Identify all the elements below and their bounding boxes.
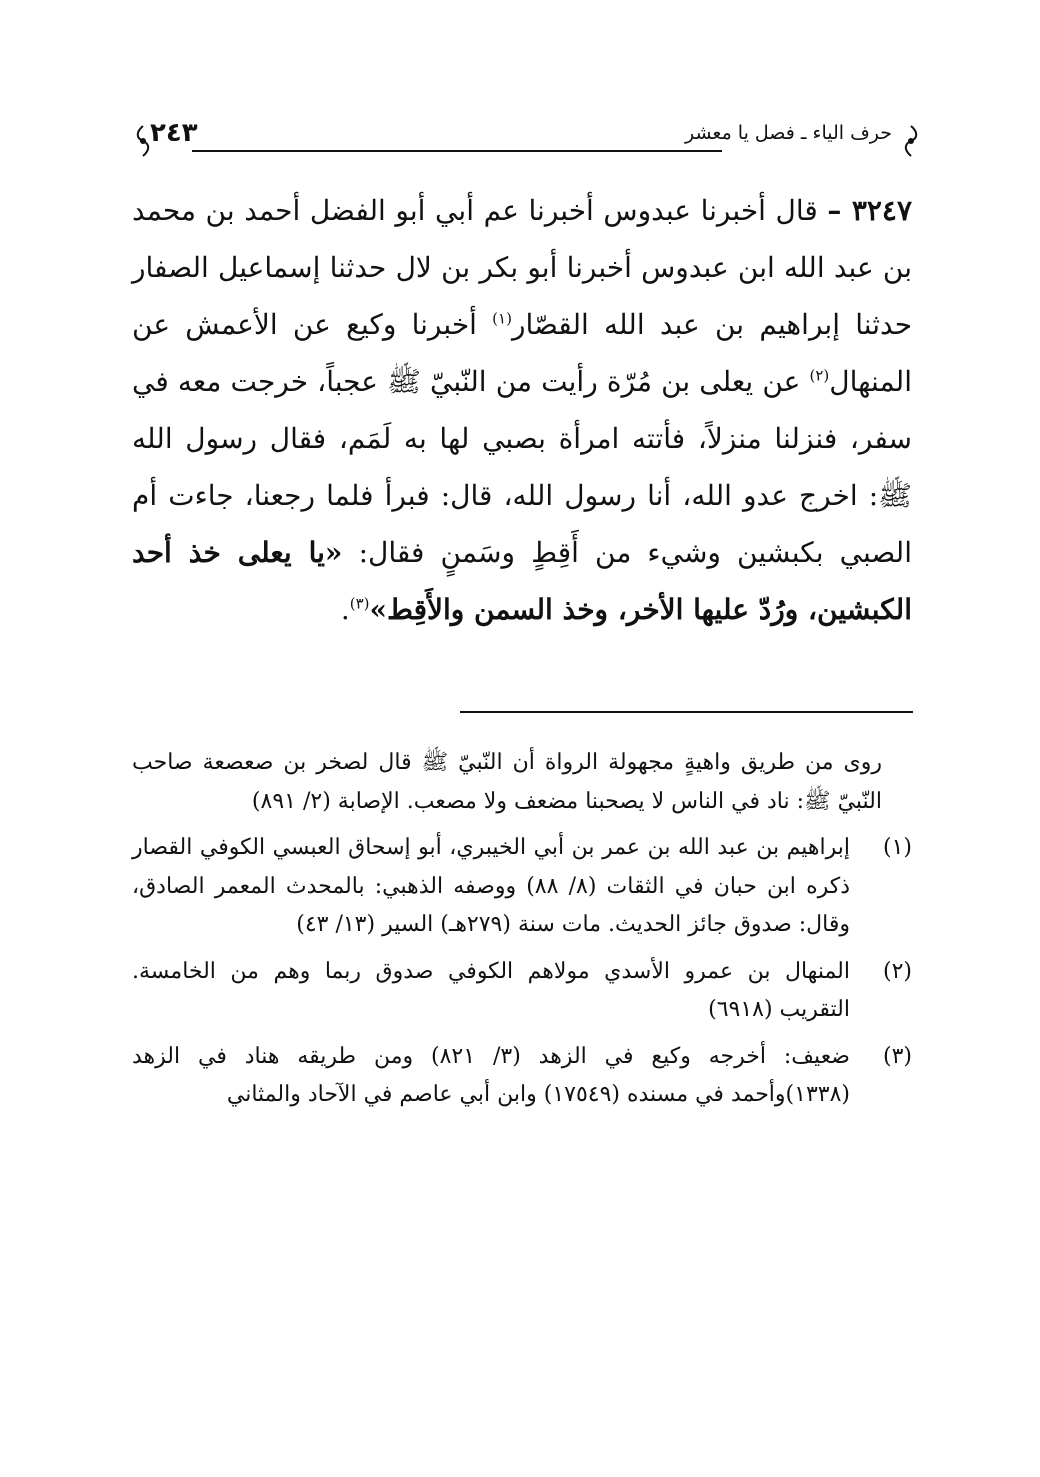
entry-number: ٣٢٤٧ – xyxy=(827,194,912,227)
header-rule xyxy=(192,150,722,152)
footnote-ref-2[interactable]: (٢) xyxy=(809,366,830,385)
footnote-separator xyxy=(460,711,913,713)
header-title: حرف الياء ـ فصل يا معشر xyxy=(684,122,892,144)
footnote-mark: (٢) xyxy=(882,958,912,984)
footnotes xyxy=(132,744,912,1115)
footnote-text: إبراهيم بن عبد الله بن عمر بن أبي الخيبري، أبو إسحاق العبسي الكوفي القصار ذكره ابن حبان في الثقات (٨/ ٨٨) ووصفه الذهبي: بالمحدث المعمر الصادق، وقال: صدوق جائز الحديث. مات سنة (٢٧٩هـ) السير (١٣/ ٤٣) xyxy=(132,835,851,937)
footnote-3 xyxy=(132,1038,912,1115)
footnote-ref-1[interactable]: (١) xyxy=(492,309,512,328)
text-end: . xyxy=(340,593,350,626)
page-number: ٢٤٣ xyxy=(150,118,198,148)
footnote-text: المنهال بن عمرو الأسدي مولاهم الكوفي صدوق ربما وهم من الخامسة. التقريب (٦٩١٨) xyxy=(132,958,850,1022)
running-header xyxy=(132,118,922,162)
footnote-2 xyxy=(132,953,912,1030)
footnote-mark: (٣) xyxy=(882,1043,912,1069)
prophetic-quote: «يا يعلى خذ أحد الكبشين، ورُدّ عليها الأخر، وخذ السمن والأَقِط» xyxy=(132,536,912,626)
text-part-1: قال أخبرنا عبدوس أخبرنا عم أبي أبو الفضل أحمد بن محمد بن عبد الله ابن عبدوس أخبرنا أبو بكر بن لال حدثنا إسماعيل الصفار حدثنا إبراهيم بن عبد الله القصّار xyxy=(132,194,913,341)
footnote-mark: (١) xyxy=(882,835,912,860)
text-part-3: عن يعلى بن مُرّة رأيت من النّبيّ ﷺ عجباً، خرجت معه في سفر، فنزلنا منزلاً، فأتته امرأة بصبي لها به لَمَم، فقال رسول الله ﷺ: اخرج عدو الله، أنا رسول الله، قال: فبرأ فلما رجعنا، جاءت أم الصبي بكبشين وشيء من أَقِطٍ وسَمنٍ فقال: xyxy=(132,365,912,569)
footnote-text: ضعيف: أخرجه وكيع في الزهد (٣/ ٨٢١) ومن طريقه هناد في الزهد (١٣٣٨)وأحمد في مسنده (١٧٥٤٩) وابن أبي عاصم في الآحاد والمثاني xyxy=(132,1043,850,1107)
main-text xyxy=(132,182,912,638)
footnote-ref-3[interactable]: (٣) xyxy=(349,594,370,613)
footnote-continuation: روى من طريق واهيةٍ مجهولة الرواة أن النّبيّ ﷺ قال لصخر بن صعصعة صاحب النّبيّ ﷺ: ناد في الناس لا يصحبنا مضعف ولا مصعب. الإصابة (٢/ ٨٩١) xyxy=(132,750,882,814)
footnote-1 xyxy=(132,829,912,945)
hadith-paragraph xyxy=(132,182,912,638)
header-ornament-right-icon xyxy=(900,124,922,158)
text-part-2: أخبرنا وكيع عن الأعمش عن المنهال xyxy=(132,308,912,398)
